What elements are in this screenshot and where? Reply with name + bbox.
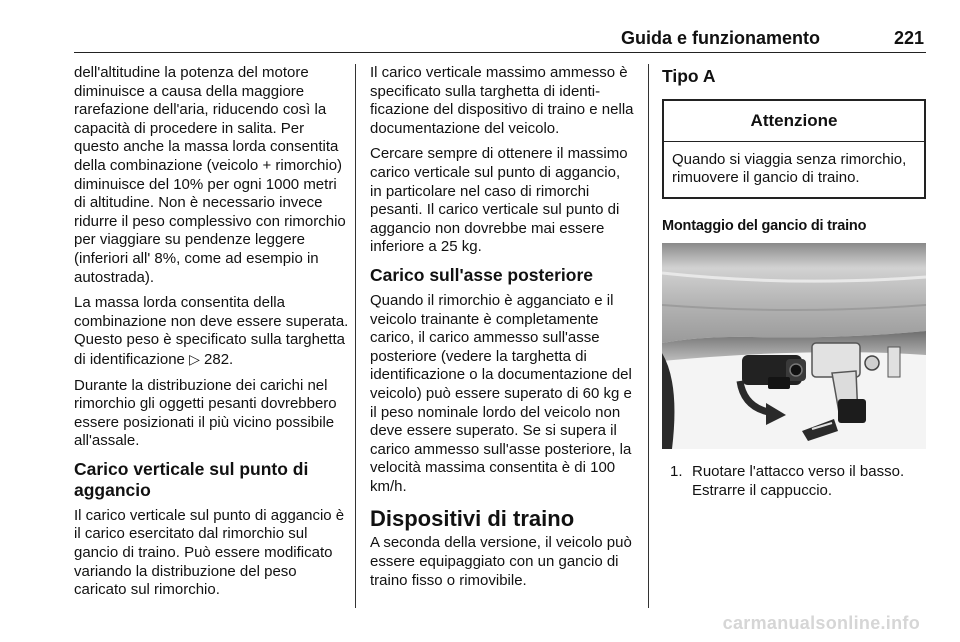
paragraph-load-distribution: Durante la distribuzione dei carichi nel rimorchio gli oggetti pesanti dovrebbero essere posizionati il più vicino possibile all'assale. <box>74 376 337 450</box>
tow-hook-illustration-icon <box>662 243 926 449</box>
warning-box <box>662 99 926 199</box>
watermark: carmanualsonline.info <box>722 613 920 633</box>
warning-text: Quando si viaggia senza rimorchio, rimuovere il gancio di traino. <box>672 150 907 187</box>
page-reference-link[interactable]: 282. <box>199 350 234 368</box>
text-column-2 <box>370 64 634 597</box>
text-column-1 <box>74 64 352 607</box>
page-header-title: Guida e funzionamento <box>620 28 820 48</box>
text-column-3 <box>662 64 926 501</box>
chapter-heading-towing-devices: Dispositivi di traino <box>370 506 575 532</box>
instruction-step-number: 1. <box>670 463 683 481</box>
section-heading-rear-axle: Carico sull'asse posteriore <box>370 264 594 285</box>
paragraph-heavy-trailers: Cercare sempre di ottenere il massimo carico verticale sul punto di aggancio, in particolare nel caso di rimorchi pesanti. Il carico verticale sul punto di aggancio non dovrebbe mai essere inferiore a 25 kg. <box>370 145 628 256</box>
column-divider-1 <box>355 64 356 608</box>
paragraph-max-vertical-load: Il carico verticale massimo ammesso è specificato sulla targhetta di identificazione del dispositivo di traino e nella documentazione del veicolo. <box>370 64 634 137</box>
page-number: 221 <box>893 28 924 48</box>
section-heading-type-a: Tipo A <box>662 66 716 86</box>
paragraph-altitude: dell'altitudine la potenza del motore diminuisce a causa della maggiore rarefazione dell'aria, riducendo così la capacità di procedere in salita. Per questo anche la massa lorda consentita della combinazione (veicolo + rimorchio) diminuisce del 10% per ogni 1000 metri di altitudine. Non è necessario invece ridurre il peso complessivo con rimorchio per viaggiare su pendenze leggere (inferiori all' 8%, come ad esempio in autostrada). <box>74 64 346 286</box>
paragraph-towing-devices: A seconda della versione, il veicolo può essere equipaggiato con un gancio di traino fisso o rimovibile. <box>370 534 632 589</box>
page-reference-icon: ▷ <box>189 350 200 367</box>
paragraph-rear-axle: Quando il rimorchio è agganciato e il veicolo trainante è completamente carico, il carico ammesso sull'asse posteriore (vedere la targhetta di identificazione o la documentazione del veicolo) può essere superato di 60 kg e il peso nominale lordo del veicolo non deve essere superato. Se si supera il carico ammesso sull'asse posteriore, la velocità massima consentita è di 100 km/h. <box>370 291 632 495</box>
instruction-step-text: Ruotare l'attacco verso il basso. Estrarre il cappuccio. <box>692 463 905 499</box>
instruction-step <box>662 463 926 500</box>
header-divider <box>74 52 926 53</box>
column-divider-2 <box>648 64 649 608</box>
section-heading-vertical-load: Carico verticale sul punto di aggancio <box>74 458 309 500</box>
warning-title: Attenzione <box>664 101 924 142</box>
paragraph-gross-mass-text: La massa lorda consentita della combinazione non deve essere superata. Questo peso è specificato sulla targhetta di identificazione <box>74 294 349 368</box>
paragraph-gross-mass <box>74 294 352 369</box>
paragraph-vertical-load: Il carico verticale sul punto di aggancio è il carico esercitato dal rimorchio sul gancio di traino. Può essere modificato variando la distribuzione del peso caricato sul rimorchio. <box>74 506 345 599</box>
subheading-tow-hook-mounting: Montaggio del gancio di traino <box>662 217 867 234</box>
